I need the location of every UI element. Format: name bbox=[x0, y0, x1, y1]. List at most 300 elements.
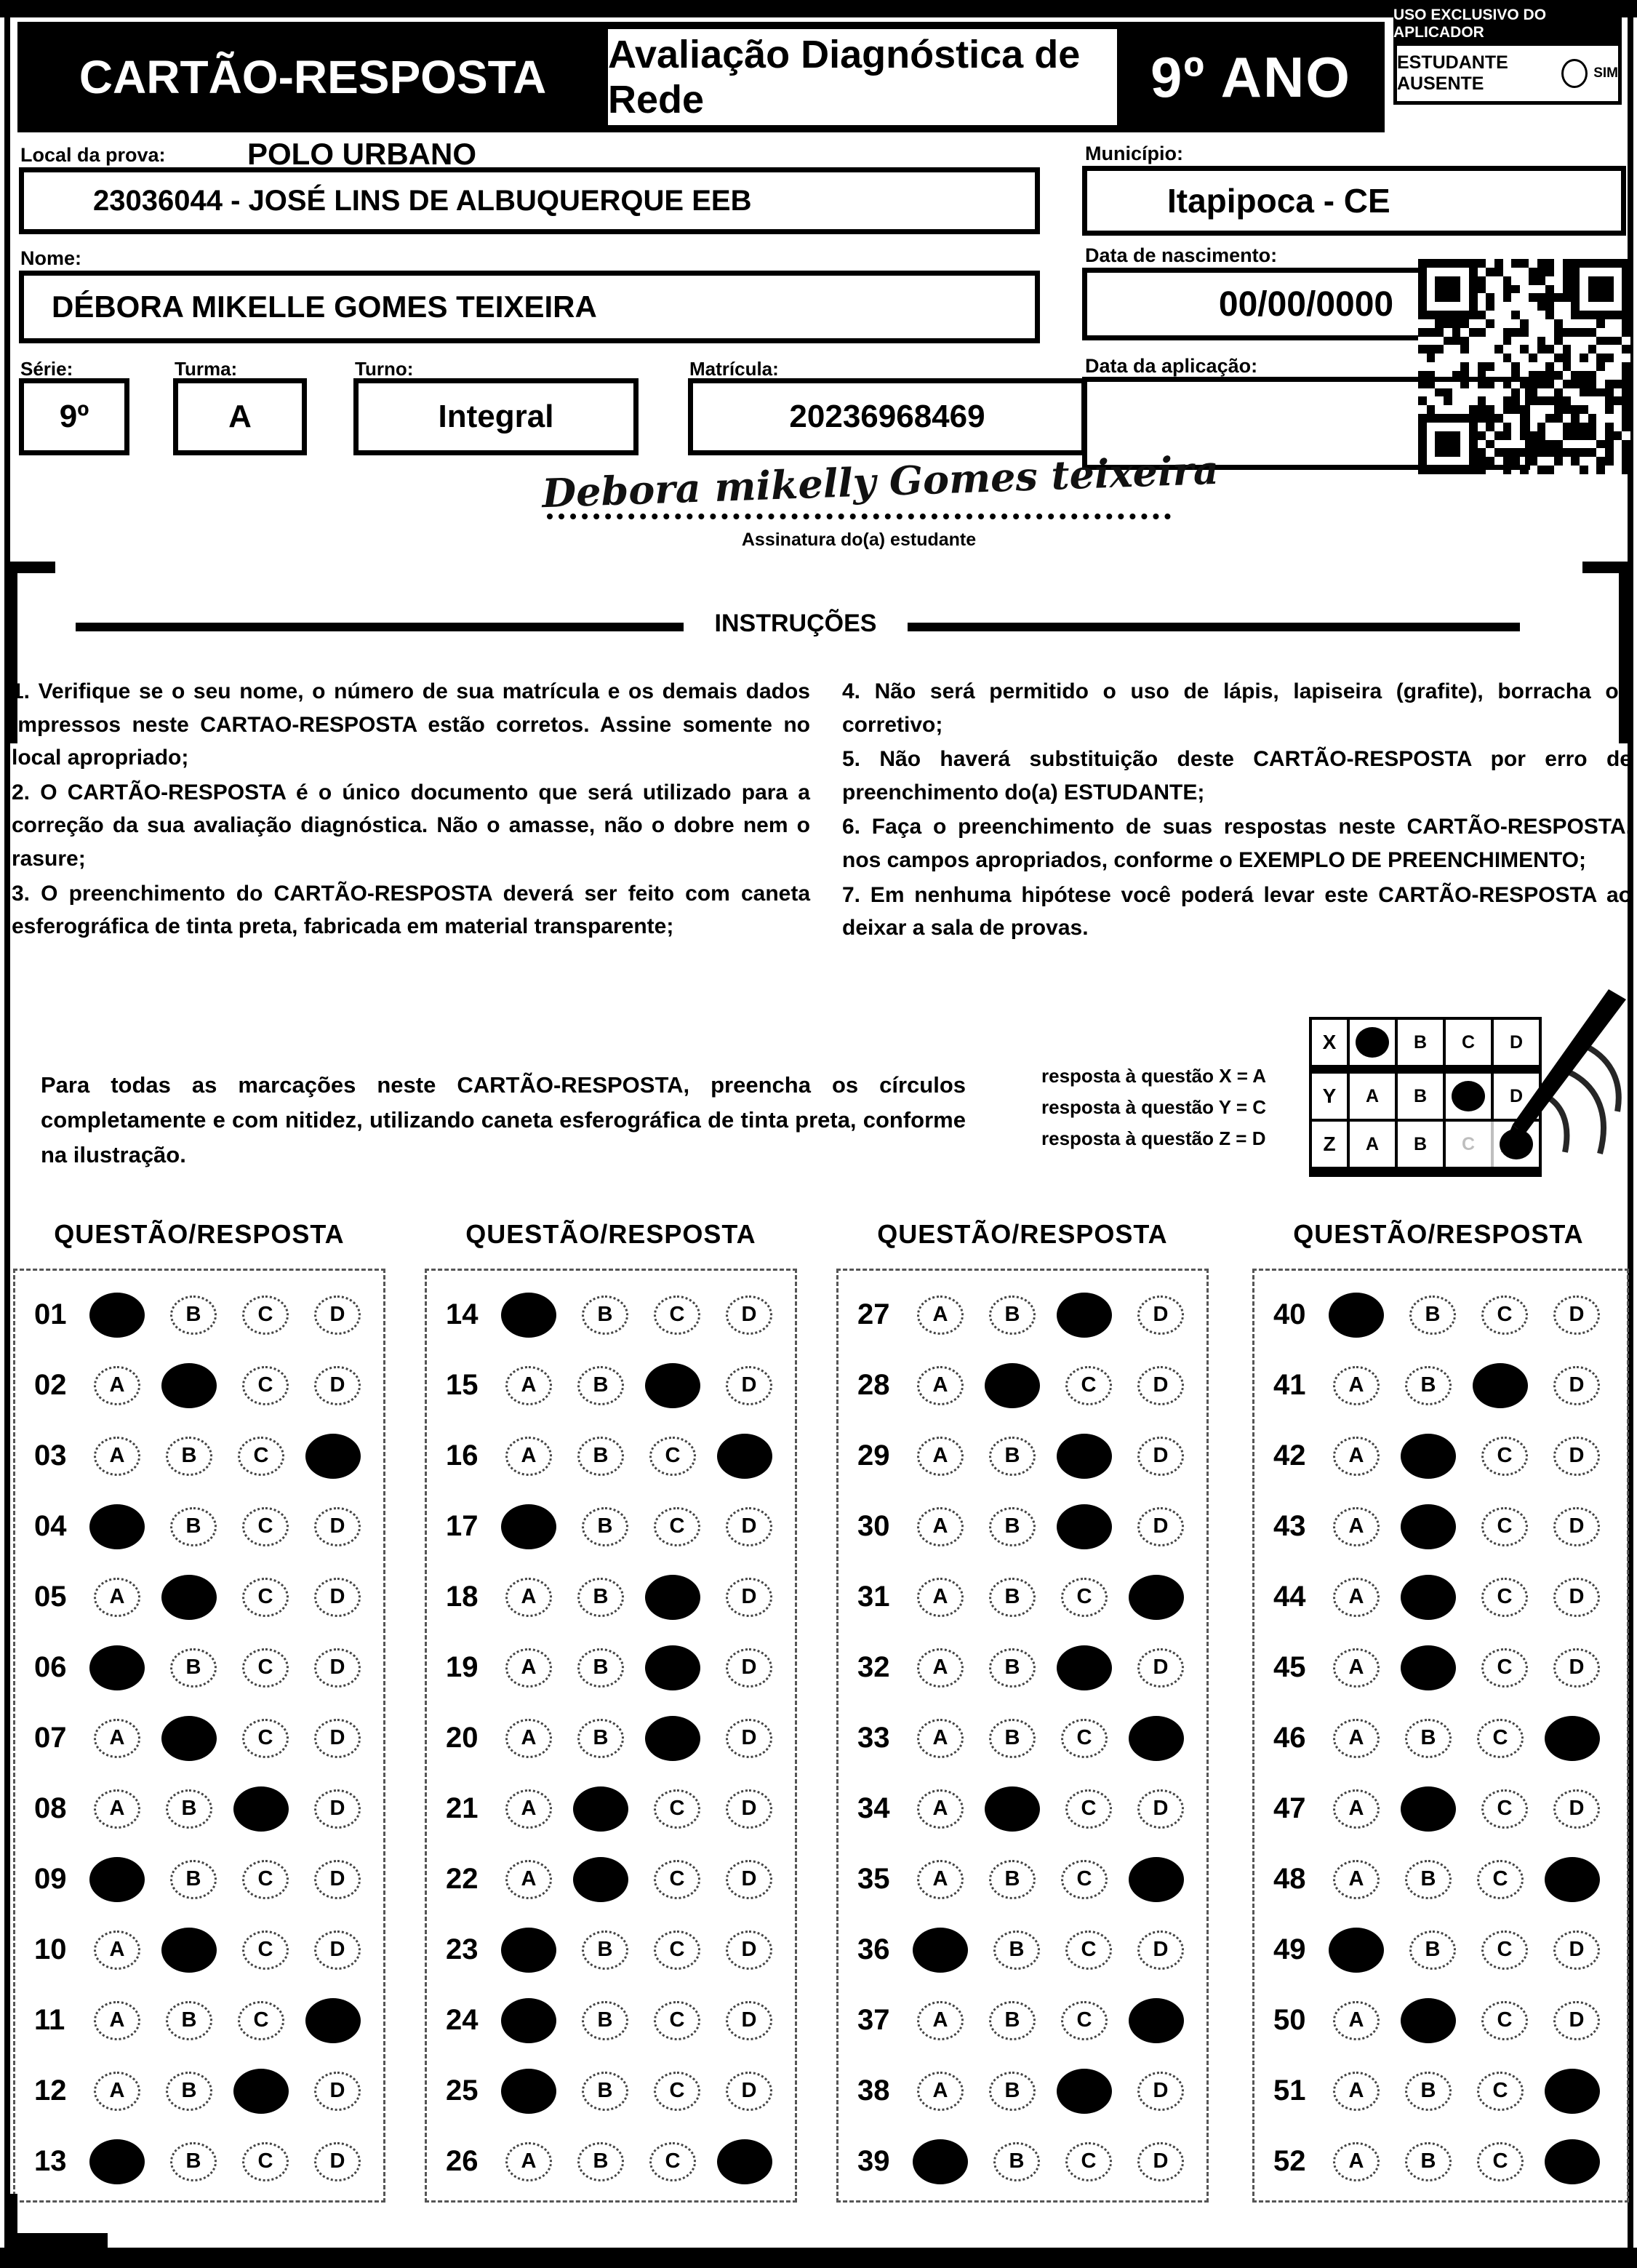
instructions-left-column bbox=[12, 675, 810, 945]
bubble-48-C[interactable]: C bbox=[1477, 1860, 1524, 1899]
question-number: 03 bbox=[34, 1440, 67, 1472]
bubble-10-D[interactable]: D bbox=[314, 1930, 361, 1970]
bubble-09-A[interactable] bbox=[89, 1857, 145, 1902]
bubble-32-D[interactable]: D bbox=[1137, 1648, 1184, 1688]
example-bubble-X-D: D bbox=[1509, 1031, 1524, 1053]
bubble-07-A[interactable]: A bbox=[94, 1719, 140, 1758]
bubble-35-A[interactable]: A bbox=[917, 1860, 964, 1899]
question-number: 44 bbox=[1273, 1581, 1306, 1613]
bubble-38-B[interactable]: B bbox=[989, 2072, 1036, 2111]
answer-row-26 bbox=[427, 2126, 795, 2197]
bubble-30-D[interactable]: D bbox=[1137, 1507, 1184, 1546]
bubble-09-D[interactable]: D bbox=[314, 1860, 361, 1899]
bubble-01-D[interactable]: D bbox=[314, 1295, 361, 1335]
bubble-45-D[interactable]: D bbox=[1553, 1648, 1600, 1688]
bubble-28-A[interactable]: A bbox=[917, 1366, 964, 1405]
answer-row-35 bbox=[838, 1844, 1206, 1914]
bubble-06-B[interactable]: B bbox=[170, 1648, 217, 1688]
bubble-15-C[interactable] bbox=[645, 1363, 700, 1408]
answer-row-38 bbox=[838, 2056, 1206, 2126]
question-number: 27 bbox=[857, 1298, 890, 1330]
bubble-04-C[interactable]: C bbox=[242, 1507, 289, 1546]
bubble-03-B[interactable]: B bbox=[166, 1437, 212, 1476]
example-bubble-X-B: B bbox=[1398, 1020, 1446, 1065]
bubble-50-C[interactable]: C bbox=[1481, 2001, 1528, 2040]
answer-row-20 bbox=[427, 1703, 795, 1773]
question-number: 47 bbox=[1273, 1792, 1306, 1824]
bubble-32-A[interactable]: A bbox=[917, 1648, 964, 1688]
bubble-49-C[interactable]: C bbox=[1481, 1930, 1528, 1970]
bubble-18-A[interactable]: A bbox=[505, 1578, 552, 1617]
bubble-11-D[interactable] bbox=[305, 1998, 361, 2043]
bubble-49-B[interactable]: B bbox=[1409, 1930, 1456, 1970]
nome-field: DÉBORA MIKELLE GOMES TEIXEIRA bbox=[19, 271, 1040, 343]
bubble-26-C[interactable]: C bbox=[649, 2142, 696, 2181]
bubble-40-C[interactable]: C bbox=[1481, 1295, 1528, 1335]
bubble-07-C[interactable]: C bbox=[242, 1719, 289, 1758]
bubble-16-A[interactable]: A bbox=[505, 1437, 552, 1476]
example-bubble-Z-B: B bbox=[1398, 1122, 1446, 1167]
column-header-3: QUESTÃO/RESPOSTA bbox=[877, 1219, 1168, 1249]
bubble-45-A[interactable]: A bbox=[1333, 1648, 1380, 1688]
bubble-20-A[interactable]: A bbox=[505, 1719, 552, 1758]
bubble-29-D[interactable]: D bbox=[1137, 1437, 1184, 1476]
nascimento-field: 00/00/0000 bbox=[1082, 268, 1530, 340]
example-bubble-Y-D: D bbox=[1509, 1085, 1524, 1106]
text-line: 5. Não haverá substituição deste CARTÃO-RESPOSTA por erro de preenchimento do(a) ESTUDANTE; bbox=[842, 747, 1632, 804]
bubble-08-C[interactable] bbox=[233, 1786, 289, 1832]
question-number: 06 bbox=[34, 1651, 67, 1683]
bubble-18-D[interactable]: D bbox=[726, 1578, 772, 1617]
bubble-10-A[interactable]: A bbox=[94, 1930, 140, 1970]
question-number: 20 bbox=[446, 1722, 479, 1754]
bubble-29-B[interactable]: B bbox=[989, 1437, 1036, 1476]
bubble-28-C[interactable]: C bbox=[1065, 1366, 1112, 1405]
bubble-26-B[interactable]: B bbox=[577, 2142, 624, 2181]
bubble-36-A[interactable] bbox=[913, 1928, 968, 1973]
bubble-11-C[interactable]: C bbox=[238, 2001, 284, 2040]
bubble-23-A[interactable] bbox=[501, 1928, 556, 1973]
bubble-46-D[interactable] bbox=[1545, 1716, 1600, 1761]
bubble-31-A[interactable]: A bbox=[917, 1578, 964, 1617]
answer-row-11 bbox=[15, 1985, 383, 2056]
example-bubble-Y-A: A bbox=[1350, 1074, 1398, 1119]
bubble-06-C[interactable]: C bbox=[242, 1648, 289, 1688]
bubble-50-A[interactable]: A bbox=[1333, 2001, 1380, 2040]
bubble-30-A[interactable]: A bbox=[917, 1507, 964, 1546]
bubble-37-A[interactable]: A bbox=[917, 2001, 964, 2040]
bubble-40-B[interactable]: B bbox=[1409, 1295, 1456, 1335]
bubble-15-A[interactable]: A bbox=[505, 1366, 552, 1405]
bubble-37-D[interactable] bbox=[1129, 1998, 1184, 2043]
bubble-42-B[interactable] bbox=[1401, 1434, 1456, 1479]
bubble-08-D[interactable]: D bbox=[314, 1789, 361, 1829]
bubble-37-B[interactable]: B bbox=[989, 2001, 1036, 2040]
bubble-23-B[interactable]: B bbox=[582, 1930, 628, 1970]
bubble-39-C[interactable]: C bbox=[1065, 2142, 1112, 2181]
answer-row-04 bbox=[15, 1491, 383, 1562]
bubble-14-B[interactable]: B bbox=[582, 1295, 628, 1335]
bubble-32-B[interactable]: B bbox=[989, 1648, 1036, 1688]
bubble-10-B[interactable] bbox=[161, 1928, 217, 1973]
bubble-50-B[interactable] bbox=[1401, 1998, 1456, 2043]
grade-badge: 9º ANO bbox=[1117, 22, 1385, 132]
sheet-subtitle: Avaliação Diagnóstica de Rede bbox=[608, 22, 1117, 132]
bubble-36-B[interactable]: B bbox=[993, 1930, 1040, 1970]
answer-row-27 bbox=[838, 1279, 1206, 1350]
bubble-14-C[interactable]: C bbox=[654, 1295, 700, 1335]
bubble-43-B[interactable] bbox=[1401, 1504, 1456, 1549]
bubble-21-A[interactable]: A bbox=[505, 1789, 552, 1829]
bubble-52-C[interactable]: C bbox=[1477, 2142, 1524, 2181]
answer-row-21 bbox=[427, 1773, 795, 1844]
question-number: 29 bbox=[857, 1440, 890, 1472]
bubble-35-C[interactable]: C bbox=[1061, 1860, 1108, 1899]
text-line: 6. Faça o preenchimento de suas respostas neste CARTÃO-RESPOSTA, nos campos apropriados, conforme o EXEMPLO DE PREENCHIMENTO; bbox=[842, 815, 1632, 872]
bubble-03-D[interactable] bbox=[305, 1434, 361, 1479]
bubble-22-A[interactable]: A bbox=[505, 1860, 552, 1899]
bubble-25-B[interactable]: B bbox=[582, 2072, 628, 2111]
bubble-36-C[interactable]: C bbox=[1065, 1930, 1112, 1970]
bubble-25-D[interactable]: D bbox=[726, 2072, 772, 2111]
bubble-30-B[interactable]: B bbox=[989, 1507, 1036, 1546]
bubble-23-C[interactable]: C bbox=[654, 1930, 700, 1970]
bubble-29-A[interactable]: A bbox=[917, 1437, 964, 1476]
bubble-40-D[interactable]: D bbox=[1553, 1295, 1600, 1335]
bubble-27-C[interactable] bbox=[1057, 1293, 1112, 1338]
bubble-13-D[interactable]: D bbox=[314, 2142, 361, 2181]
answer-row-03 bbox=[15, 1421, 383, 1491]
bubble-34-C[interactable]: C bbox=[1065, 1789, 1112, 1829]
bubble-04-B[interactable]: B bbox=[170, 1507, 217, 1546]
bubble-14-D[interactable]: D bbox=[726, 1295, 772, 1335]
answer-row-18 bbox=[427, 1562, 795, 1632]
bubble-06-D[interactable]: D bbox=[314, 1648, 361, 1688]
bubble-33-B[interactable]: B bbox=[989, 1719, 1036, 1758]
bubble-36-D[interactable]: D bbox=[1137, 1930, 1184, 1970]
municipio-label: Município: bbox=[1085, 143, 1183, 164]
bubble-19-C[interactable] bbox=[645, 1645, 700, 1690]
bubble-21-B[interactable] bbox=[573, 1786, 628, 1832]
matricula-label: Matrícula: bbox=[689, 358, 779, 380]
bubble-10-C[interactable]: C bbox=[242, 1930, 289, 1970]
answer-row-31 bbox=[838, 1562, 1206, 1632]
filled-bubble bbox=[1356, 1027, 1389, 1058]
answer-row-37 bbox=[838, 1985, 1206, 2056]
bubble-25-C[interactable]: C bbox=[654, 2072, 700, 2111]
answer-row-29 bbox=[838, 1421, 1206, 1491]
bubble-31-D[interactable] bbox=[1129, 1575, 1184, 1620]
bubble-08-A[interactable]: A bbox=[94, 1789, 140, 1829]
bubble-44-C[interactable]: C bbox=[1481, 1578, 1528, 1617]
bubble-35-D[interactable] bbox=[1129, 1857, 1184, 1902]
question-number: 30 bbox=[857, 1510, 890, 1542]
bubble-04-D[interactable]: D bbox=[314, 1507, 361, 1546]
instructions-right-column bbox=[842, 675, 1632, 946]
municipio-field: Itapipoca - CE bbox=[1082, 166, 1626, 236]
bubble-43-C[interactable]: C bbox=[1481, 1507, 1528, 1546]
bubble-15-B[interactable]: B bbox=[577, 1366, 624, 1405]
bubble-52-D[interactable] bbox=[1545, 2139, 1600, 2184]
bubble-48-A[interactable]: A bbox=[1333, 1860, 1380, 1899]
bubble-50-D[interactable]: D bbox=[1553, 2001, 1600, 2040]
bubble-24-A[interactable] bbox=[501, 1998, 556, 2043]
bubble-01-B[interactable]: B bbox=[170, 1295, 217, 1335]
local-value: POLO URBANO bbox=[247, 137, 476, 171]
bubble-20-C[interactable] bbox=[645, 1716, 700, 1761]
text-line: resposta à questão X = A bbox=[1041, 1065, 1266, 1087]
bubble-01-C[interactable]: C bbox=[242, 1295, 289, 1335]
bubble-31-C[interactable]: C bbox=[1061, 1578, 1108, 1617]
bubble-22-D[interactable]: D bbox=[726, 1860, 772, 1899]
question-number: 36 bbox=[857, 1933, 890, 1965]
answer-row-51 bbox=[1254, 2056, 1627, 2126]
bubble-29-C[interactable] bbox=[1057, 1434, 1112, 1479]
bubble-17-D[interactable]: D bbox=[726, 1507, 772, 1546]
bubble-32-C[interactable] bbox=[1057, 1645, 1112, 1690]
bubble-04-A[interactable] bbox=[89, 1504, 145, 1549]
bubble-51-B[interactable]: B bbox=[1405, 2072, 1452, 2111]
bubble-34-B[interactable] bbox=[985, 1786, 1040, 1832]
bubble-21-D[interactable]: D bbox=[726, 1789, 772, 1829]
bubble-23-D[interactable]: D bbox=[726, 1930, 772, 1970]
answer-row-14 bbox=[427, 1279, 795, 1350]
bubble-06-A[interactable] bbox=[89, 1645, 145, 1690]
bubble-17-C[interactable]: C bbox=[654, 1507, 700, 1546]
question-number: 18 bbox=[446, 1581, 479, 1613]
bubble-05-C[interactable]: C bbox=[242, 1578, 289, 1617]
answer-row-22 bbox=[427, 1844, 795, 1914]
bubble-46-B[interactable]: B bbox=[1405, 1719, 1452, 1758]
bubble-52-B[interactable]: B bbox=[1405, 2142, 1452, 2181]
bubble-51-D[interactable] bbox=[1545, 2069, 1600, 2114]
answer-row-17 bbox=[427, 1491, 795, 1562]
bubble-02-B[interactable] bbox=[161, 1363, 217, 1408]
question-number: 28 bbox=[857, 1369, 890, 1401]
bubble-46-A[interactable]: A bbox=[1333, 1719, 1380, 1758]
bubble-05-D[interactable]: D bbox=[314, 1578, 361, 1617]
bubble-43-A[interactable]: A bbox=[1333, 1507, 1380, 1546]
bubble-44-D[interactable]: D bbox=[1553, 1578, 1600, 1617]
question-number: 07 bbox=[34, 1722, 67, 1754]
bubble-22-B[interactable] bbox=[573, 1857, 628, 1902]
answer-row-43 bbox=[1254, 1491, 1627, 1562]
bubble-49-D[interactable]: D bbox=[1553, 1930, 1600, 1970]
bubble-47-D[interactable]: D bbox=[1553, 1789, 1600, 1829]
bubble-02-D[interactable]: D bbox=[314, 1366, 361, 1405]
bubble-18-B[interactable]: B bbox=[577, 1578, 624, 1617]
bubble-38-D[interactable]: D bbox=[1137, 2072, 1184, 2111]
bubble-16-D[interactable] bbox=[717, 1434, 772, 1479]
bubble-26-D[interactable] bbox=[717, 2139, 772, 2184]
bubble-19-D[interactable]: D bbox=[726, 1648, 772, 1688]
answer-row-01 bbox=[15, 1279, 383, 1350]
bubble-14-A[interactable] bbox=[501, 1293, 556, 1338]
bubble-24-C[interactable]: C bbox=[654, 2001, 700, 2040]
bubble-44-A[interactable]: A bbox=[1333, 1578, 1380, 1617]
bubble-28-B[interactable] bbox=[985, 1363, 1040, 1408]
question-number: 50 bbox=[1273, 2004, 1306, 2036]
column-header-1: QUESTÃO/RESPOSTA bbox=[54, 1219, 345, 1249]
bubble-37-C[interactable]: C bbox=[1061, 2001, 1108, 2040]
pen-illustration bbox=[1475, 989, 1635, 1171]
bubble-31-B[interactable]: B bbox=[989, 1578, 1036, 1617]
bubble-46-C[interactable]: C bbox=[1477, 1719, 1524, 1758]
answer-row-33 bbox=[838, 1703, 1206, 1773]
bubble-48-B[interactable]: B bbox=[1405, 1860, 1452, 1899]
bubble-49-A[interactable] bbox=[1329, 1928, 1384, 1973]
bubble-20-B[interactable]: B bbox=[577, 1719, 624, 1758]
answer-column-2 bbox=[425, 1269, 797, 2203]
bubble-42-D[interactable]: D bbox=[1553, 1437, 1600, 1476]
answer-row-47 bbox=[1254, 1773, 1627, 1844]
bubble-47-A[interactable]: A bbox=[1333, 1789, 1380, 1829]
bubble-05-B[interactable] bbox=[161, 1575, 217, 1620]
bubble-13-A[interactable] bbox=[89, 2139, 145, 2184]
bubble-21-C[interactable]: C bbox=[654, 1789, 700, 1829]
bubble-13-B[interactable]: B bbox=[170, 2142, 217, 2181]
bubble-07-D[interactable]: D bbox=[314, 1719, 361, 1758]
nome-label: Nome: bbox=[20, 247, 82, 269]
answer-row-42 bbox=[1254, 1421, 1627, 1491]
bubble-42-A[interactable]: A bbox=[1333, 1437, 1380, 1476]
bubble-27-B[interactable]: B bbox=[989, 1295, 1036, 1335]
absent-label: ESTUDANTE AUSENTE bbox=[1397, 52, 1508, 94]
bubble-34-D[interactable]: D bbox=[1137, 1789, 1184, 1829]
text-line: 4. Não será permitido o uso de lápis, lapiseira (grafite), borracha ou corretivo; bbox=[842, 679, 1632, 737]
bubble-52-A[interactable]: A bbox=[1333, 2142, 1380, 2181]
serie-field: 9º bbox=[19, 378, 129, 455]
answer-row-06 bbox=[15, 1632, 383, 1703]
bubble-05-A[interactable]: A bbox=[94, 1578, 140, 1617]
question-number: 23 bbox=[446, 1933, 479, 1965]
bubble-09-B[interactable]: B bbox=[170, 1860, 217, 1899]
bubble-30-C[interactable] bbox=[1057, 1504, 1112, 1549]
bubble-12-D[interactable]: D bbox=[314, 2072, 361, 2111]
bubble-03-C[interactable]: C bbox=[238, 1437, 284, 1476]
column-header-4: QUESTÃO/RESPOSTA bbox=[1293, 1219, 1584, 1249]
bubble-43-D[interactable]: D bbox=[1553, 1507, 1600, 1546]
bubble-18-C[interactable] bbox=[645, 1575, 700, 1620]
answer-row-48 bbox=[1254, 1844, 1627, 1914]
bubble-12-C[interactable] bbox=[233, 2069, 289, 2114]
bubble-19-A[interactable]: A bbox=[505, 1648, 552, 1688]
bubble-03-A[interactable]: A bbox=[94, 1437, 140, 1476]
bubble-17-B[interactable]: B bbox=[582, 1507, 628, 1546]
bubble-33-C[interactable]: C bbox=[1061, 1719, 1108, 1758]
bubble-38-A[interactable]: A bbox=[917, 2072, 964, 2111]
question-number: 22 bbox=[446, 1863, 479, 1895]
bubble-19-B[interactable]: B bbox=[577, 1648, 624, 1688]
text-line: resposta à questão Z = D bbox=[1041, 1127, 1266, 1149]
bubble-07-B[interactable] bbox=[161, 1716, 217, 1761]
bubble-39-A[interactable] bbox=[913, 2139, 968, 2184]
bubble-24-B[interactable]: B bbox=[582, 2001, 628, 2040]
question-number: 11 bbox=[34, 2004, 65, 2036]
bubble-17-A[interactable] bbox=[501, 1504, 556, 1549]
bubble-45-B[interactable] bbox=[1401, 1645, 1456, 1690]
bubble-33-D[interactable] bbox=[1129, 1716, 1184, 1761]
bubble-33-A[interactable]: A bbox=[917, 1719, 964, 1758]
bubble-11-B[interactable]: B bbox=[166, 2001, 212, 2040]
text-line: 3. O preenchimento do CARTÃO-RESPOSTA deverá ser feito com caneta esferográfica de tinta preta, fabricada em material transparente; bbox=[12, 881, 810, 939]
bottom-border-bar bbox=[0, 2248, 1637, 2268]
bubble-39-D[interactable]: D bbox=[1137, 2142, 1184, 2181]
local-label: Local da prova: bbox=[20, 144, 166, 166]
signature-label: Assinatura do(a) estudante bbox=[741, 530, 977, 550]
bubble-34-A[interactable]: A bbox=[917, 1789, 964, 1829]
instructions-title: INSTRUÇÕES bbox=[714, 610, 877, 637]
bubble-42-C[interactable]: C bbox=[1481, 1437, 1528, 1476]
bubble-51-A[interactable]: A bbox=[1333, 2072, 1380, 2111]
aplicacao-label: Data da aplicação: bbox=[1085, 355, 1258, 377]
bubble-01-A[interactable] bbox=[89, 1293, 145, 1338]
answer-row-50 bbox=[1254, 1985, 1627, 2056]
bubble-02-C[interactable]: C bbox=[242, 1366, 289, 1405]
absent-bubble[interactable] bbox=[1561, 59, 1588, 88]
example-bubble-Y-B: B bbox=[1398, 1074, 1446, 1119]
example-question-label: X bbox=[1312, 1020, 1350, 1065]
bubble-41-C[interactable] bbox=[1473, 1363, 1528, 1408]
question-number: 48 bbox=[1273, 1863, 1306, 1895]
bubble-13-C[interactable]: C bbox=[242, 2142, 289, 2181]
bubble-40-A[interactable] bbox=[1329, 1293, 1384, 1338]
bubble-08-B[interactable]: B bbox=[166, 1789, 212, 1829]
bubble-02-A[interactable]: A bbox=[94, 1366, 140, 1405]
bubble-09-C[interactable]: C bbox=[242, 1860, 289, 1899]
bubble-28-D[interactable]: D bbox=[1137, 1366, 1184, 1405]
bubble-44-B[interactable] bbox=[1401, 1575, 1456, 1620]
bubble-26-A[interactable]: A bbox=[505, 2142, 552, 2181]
bubble-38-C[interactable] bbox=[1057, 2069, 1112, 2114]
answer-row-30 bbox=[838, 1491, 1206, 1562]
question-number: 37 bbox=[857, 2004, 890, 2036]
question-number: 21 bbox=[446, 1792, 479, 1824]
bubble-41-A[interactable]: A bbox=[1333, 1366, 1380, 1405]
turno-label: Turno: bbox=[355, 358, 414, 380]
text-line: 1. Verifique se o seu nome, o número de sua matrícula e os demais dados impressos neste CARTAO-RESPOSTA estão corretos. Assine somente no local apropriado; bbox=[12, 679, 810, 770]
bubble-47-B[interactable] bbox=[1401, 1786, 1456, 1832]
bubble-27-A[interactable]: A bbox=[917, 1295, 964, 1335]
bubble-25-A[interactable] bbox=[501, 2069, 556, 2114]
bubble-41-D[interactable]: D bbox=[1553, 1366, 1600, 1405]
bubble-39-B[interactable]: B bbox=[993, 2142, 1040, 2181]
bubble-47-C[interactable]: C bbox=[1481, 1789, 1528, 1829]
question-number: 17 bbox=[446, 1510, 479, 1542]
bubble-12-A[interactable]: A bbox=[94, 2072, 140, 2111]
bubble-35-B[interactable]: B bbox=[989, 1860, 1036, 1899]
bubble-16-B[interactable]: B bbox=[577, 1437, 624, 1476]
bubble-41-B[interactable]: B bbox=[1405, 1366, 1452, 1405]
bubble-16-C[interactable]: C bbox=[649, 1437, 696, 1476]
question-number: 33 bbox=[857, 1722, 890, 1754]
answer-row-25 bbox=[427, 2056, 795, 2126]
question-number: 26 bbox=[446, 2145, 479, 2177]
bubble-22-C[interactable]: C bbox=[654, 1860, 700, 1899]
bubble-12-B[interactable]: B bbox=[166, 2072, 212, 2111]
bubble-24-D[interactable]: D bbox=[726, 2001, 772, 2040]
bubble-11-A[interactable]: A bbox=[94, 2001, 140, 2040]
bubble-51-C[interactable]: C bbox=[1477, 2072, 1524, 2111]
bubble-20-D[interactable]: D bbox=[726, 1719, 772, 1758]
signature-line bbox=[547, 514, 1171, 519]
bubble-27-D[interactable]: D bbox=[1137, 1295, 1184, 1335]
bubble-15-D[interactable]: D bbox=[726, 1366, 772, 1405]
answer-row-23 bbox=[427, 1914, 795, 1985]
bubble-48-D[interactable] bbox=[1545, 1857, 1600, 1902]
bubble-45-C[interactable]: C bbox=[1481, 1648, 1528, 1688]
left-border-line bbox=[4, 17, 10, 2255]
